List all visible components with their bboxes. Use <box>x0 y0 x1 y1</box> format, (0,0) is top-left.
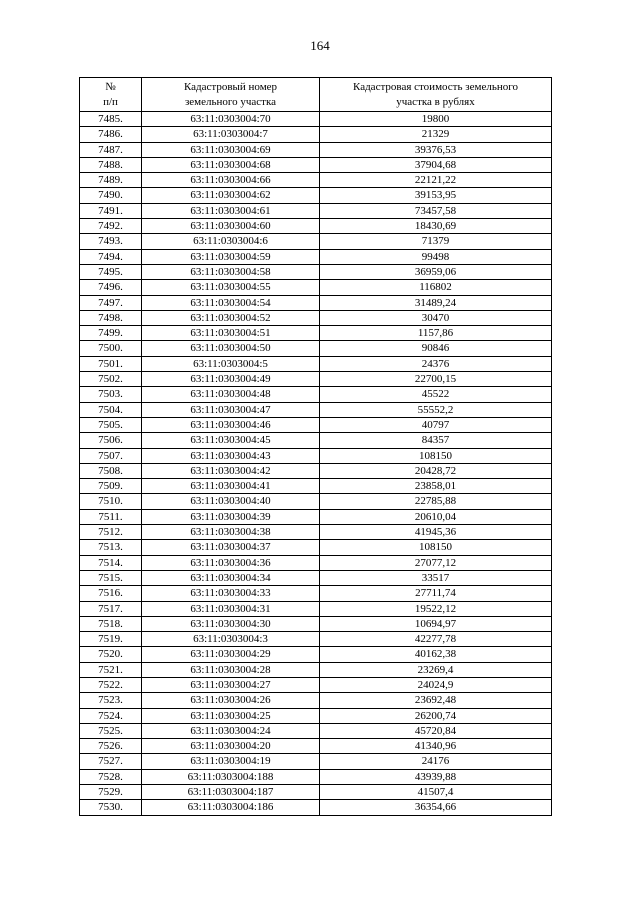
header-cadastral-value <box>320 78 552 112</box>
table-row <box>80 112 552 127</box>
cadastral-number-cell: 63:11:0303004:43 <box>142 448 320 463</box>
cadastral-value-cell: 71379 <box>320 234 552 249</box>
table-row <box>80 249 552 264</box>
cadastral-value-cell: 55552,2 <box>320 402 552 417</box>
table-row <box>80 632 552 647</box>
table-row <box>80 586 552 601</box>
table-row <box>80 234 552 249</box>
cadastral-value-cell: 26200,74 <box>320 708 552 723</box>
cadastral-number-cell: 63:11:0303004:48 <box>142 387 320 402</box>
table-row <box>80 326 552 341</box>
row-index-cell: 7500. <box>80 341 142 356</box>
row-index-cell: 7491. <box>80 203 142 218</box>
row-index-cell: 7505. <box>80 417 142 432</box>
row-index-cell: 7503. <box>80 387 142 402</box>
row-index-cell: 7526. <box>80 739 142 754</box>
cadastral-number-cell: 63:11:0303004:28 <box>142 662 320 677</box>
cadastral-value-cell: 22121,22 <box>320 173 552 188</box>
cadastral-value-cell: 22785,88 <box>320 494 552 509</box>
table-row <box>80 295 552 310</box>
cadastral-value-cell: 18430,69 <box>320 219 552 234</box>
cadastral-number-cell: 63:11:0303004:42 <box>142 463 320 478</box>
cadastral-number-cell: 63:11:0303004:27 <box>142 677 320 692</box>
table-row <box>80 647 552 662</box>
cadastral-table <box>79 77 552 816</box>
cadastral-value-cell: 41945,36 <box>320 525 552 540</box>
header-cadastral-value-line2: участка в рублях <box>396 95 475 108</box>
header-cadastral-number <box>142 78 320 112</box>
cadastral-value-cell: 41507,4 <box>320 785 552 800</box>
table-row <box>80 800 552 815</box>
cadastral-number-cell: 63:11:0303004:37 <box>142 540 320 555</box>
cadastral-table-container <box>79 77 551 816</box>
cadastral-value-cell: 108150 <box>320 448 552 463</box>
table-row <box>80 677 552 692</box>
cadastral-value-cell: 24024,9 <box>320 677 552 692</box>
cadastral-number-cell: 63:11:0303004:186 <box>142 800 320 815</box>
header-row <box>80 78 552 112</box>
table-row <box>80 188 552 203</box>
cadastral-value-cell: 20428,72 <box>320 463 552 478</box>
cadastral-value-cell: 45522 <box>320 387 552 402</box>
cadastral-number-cell: 63:11:0303004:29 <box>142 647 320 662</box>
cadastral-number-cell: 63:11:0303004:6 <box>142 234 320 249</box>
cadastral-number-cell: 63:11:0303004:54 <box>142 295 320 310</box>
row-index-cell: 7516. <box>80 586 142 601</box>
header-index-line1: № <box>105 80 116 93</box>
row-index-cell: 7507. <box>80 448 142 463</box>
cadastral-number-cell: 63:11:0303004:70 <box>142 112 320 127</box>
cadastral-value-cell: 31489,24 <box>320 295 552 310</box>
cadastral-number-cell: 63:11:0303004:49 <box>142 372 320 387</box>
row-index-cell: 7512. <box>80 525 142 540</box>
row-index-cell: 7517. <box>80 601 142 616</box>
cadastral-number-cell: 63:11:0303004:47 <box>142 402 320 417</box>
row-index-cell: 7519. <box>80 632 142 647</box>
row-index-cell: 7509. <box>80 479 142 494</box>
row-index-cell: 7495. <box>80 264 142 279</box>
row-index-cell: 7527. <box>80 754 142 769</box>
cadastral-number-cell: 63:11:0303004:20 <box>142 739 320 754</box>
cadastral-number-cell: 63:11:0303004:7 <box>142 127 320 142</box>
cadastral-value-cell: 108150 <box>320 540 552 555</box>
cadastral-value-cell: 21329 <box>320 127 552 142</box>
table-row <box>80 280 552 295</box>
cadastral-value-cell: 36354,66 <box>320 800 552 815</box>
page-number: 164 <box>310 38 330 53</box>
cadastral-number-cell: 63:11:0303004:30 <box>142 616 320 631</box>
cadastral-value-cell: 73457,58 <box>320 203 552 218</box>
table-row <box>80 310 552 325</box>
table-row <box>80 555 552 570</box>
cadastral-number-cell: 63:11:0303004:25 <box>142 708 320 723</box>
cadastral-value-cell: 22700,15 <box>320 372 552 387</box>
table-row <box>80 387 552 402</box>
cadastral-number-cell: 63:11:0303004:60 <box>142 219 320 234</box>
cadastral-number-cell: 63:11:0303004:51 <box>142 326 320 341</box>
row-index-cell: 7522. <box>80 677 142 692</box>
cadastral-value-cell: 116802 <box>320 280 552 295</box>
table-row <box>80 264 552 279</box>
row-index-cell: 7504. <box>80 402 142 417</box>
cadastral-value-cell: 19522,12 <box>320 601 552 616</box>
row-index-cell: 7490. <box>80 188 142 203</box>
row-index-cell: 7486. <box>80 127 142 142</box>
row-index-cell: 7514. <box>80 555 142 570</box>
row-index-cell: 7513. <box>80 540 142 555</box>
cadastral-number-cell: 63:11:0303004:33 <box>142 586 320 601</box>
cadastral-value-cell: 90846 <box>320 341 552 356</box>
table-row <box>80 341 552 356</box>
cadastral-number-cell: 63:11:0303004:55 <box>142 280 320 295</box>
cadastral-value-cell: 27077,12 <box>320 555 552 570</box>
row-index-cell: 7492. <box>80 219 142 234</box>
table-row <box>80 479 552 494</box>
table-row <box>80 739 552 754</box>
table-row <box>80 142 552 157</box>
row-index-cell: 7489. <box>80 173 142 188</box>
table-row <box>80 693 552 708</box>
cadastral-value-cell: 23858,01 <box>320 479 552 494</box>
row-index-cell: 7525. <box>80 723 142 738</box>
header-cadastral-number-line2: земельного участка <box>184 95 277 108</box>
cadastral-value-cell: 24176 <box>320 754 552 769</box>
cadastral-number-cell: 63:11:0303004:59 <box>142 249 320 264</box>
cadastral-number-cell: 63:11:0303004:69 <box>142 142 320 157</box>
table-row <box>80 157 552 172</box>
cadastral-value-cell: 99498 <box>320 249 552 264</box>
cadastral-number-cell: 63:11:0303004:36 <box>142 555 320 570</box>
cadastral-number-cell: 63:11:0303004:62 <box>142 188 320 203</box>
cadastral-number-cell: 63:11:0303004:19 <box>142 754 320 769</box>
table-row <box>80 754 552 769</box>
cadastral-value-cell: 42277,78 <box>320 632 552 647</box>
header-index <box>80 78 142 112</box>
cadastral-value-cell: 10694,97 <box>320 616 552 631</box>
row-index-cell: 7510. <box>80 494 142 509</box>
row-index-cell: 7498. <box>80 310 142 325</box>
table-row <box>80 127 552 142</box>
row-index-cell: 7528. <box>80 769 142 784</box>
row-index-cell: 7499. <box>80 326 142 341</box>
cadastral-number-cell: 63:11:0303004:31 <box>142 601 320 616</box>
cadastral-number-cell: 63:11:0303004:24 <box>142 723 320 738</box>
cadastral-number-cell: 63:11:0303004:3 <box>142 632 320 647</box>
cadastral-number-cell: 63:11:0303004:5 <box>142 356 320 371</box>
table-row <box>80 708 552 723</box>
cadastral-number-cell: 63:11:0303004:58 <box>142 264 320 279</box>
table-header <box>80 78 552 112</box>
cadastral-value-cell: 1157,86 <box>320 326 552 341</box>
cadastral-value-cell: 23269,4 <box>320 662 552 677</box>
row-index-cell: 7520. <box>80 647 142 662</box>
table-row <box>80 662 552 677</box>
row-index-cell: 7485. <box>80 112 142 127</box>
cadastral-value-cell: 37904,68 <box>320 157 552 172</box>
row-index-cell: 7508. <box>80 463 142 478</box>
table-row <box>80 525 552 540</box>
cadastral-value-cell: 43939,88 <box>320 769 552 784</box>
cadastral-value-cell: 20610,04 <box>320 509 552 524</box>
header-cadastral-number-line1: Кадастровый номер <box>183 80 278 93</box>
cadastral-value-cell: 23692,48 <box>320 693 552 708</box>
cadastral-number-cell: 63:11:0303004:52 <box>142 310 320 325</box>
row-index-cell: 7487. <box>80 142 142 157</box>
table-row <box>80 570 552 585</box>
cadastral-value-cell: 30470 <box>320 310 552 325</box>
cadastral-number-cell: 63:11:0303004:61 <box>142 203 320 218</box>
table-row <box>80 540 552 555</box>
table-row <box>80 372 552 387</box>
table-row <box>80 509 552 524</box>
row-index-cell: 7511. <box>80 509 142 524</box>
cadastral-number-cell: 63:11:0303004:40 <box>142 494 320 509</box>
cadastral-number-cell: 63:11:0303004:46 <box>142 417 320 432</box>
table-row <box>80 448 552 463</box>
table-row <box>80 219 552 234</box>
row-index-cell: 7521. <box>80 662 142 677</box>
cadastral-number-cell: 63:11:0303004:68 <box>142 157 320 172</box>
row-index-cell: 7501. <box>80 356 142 371</box>
table-row <box>80 494 552 509</box>
table-row <box>80 723 552 738</box>
table-body <box>80 112 552 816</box>
row-index-cell: 7523. <box>80 693 142 708</box>
row-index-cell: 7506. <box>80 433 142 448</box>
cadastral-value-cell: 19800 <box>320 112 552 127</box>
header-index-line2: п/п <box>103 95 118 108</box>
cadastral-value-cell: 39153,95 <box>320 188 552 203</box>
cadastral-value-cell: 45720,84 <box>320 723 552 738</box>
table-row <box>80 616 552 631</box>
header-cadastral-value-line1: Кадастровая стоимость земельного <box>353 80 518 93</box>
table-row <box>80 203 552 218</box>
cadastral-value-cell: 84357 <box>320 433 552 448</box>
cadastral-number-cell: 63:11:0303004:34 <box>142 570 320 585</box>
table-row <box>80 463 552 478</box>
cadastral-value-cell: 41340,96 <box>320 739 552 754</box>
cadastral-value-cell: 24376 <box>320 356 552 371</box>
cadastral-number-cell: 63:11:0303004:39 <box>142 509 320 524</box>
cadastral-number-cell: 63:11:0303004:26 <box>142 693 320 708</box>
row-index-cell: 7488. <box>80 157 142 172</box>
cadastral-value-cell: 39376,53 <box>320 142 552 157</box>
cadastral-number-cell: 63:11:0303004:50 <box>142 341 320 356</box>
row-index-cell: 7530. <box>80 800 142 815</box>
row-index-cell: 7497. <box>80 295 142 310</box>
table-row <box>80 173 552 188</box>
row-index-cell: 7524. <box>80 708 142 723</box>
cadastral-number-cell: 63:11:0303004:66 <box>142 173 320 188</box>
table-row <box>80 417 552 432</box>
table-row <box>80 402 552 417</box>
table-row <box>80 769 552 784</box>
cadastral-value-cell: 33517 <box>320 570 552 585</box>
cadastral-number-cell: 63:11:0303004:188 <box>142 769 320 784</box>
cadastral-number-cell: 63:11:0303004:187 <box>142 785 320 800</box>
cadastral-value-cell: 40797 <box>320 417 552 432</box>
cadastral-value-cell: 27711,74 <box>320 586 552 601</box>
cadastral-value-cell: 36959,06 <box>320 264 552 279</box>
cadastral-number-cell: 63:11:0303004:45 <box>142 433 320 448</box>
cadastral-number-cell: 63:11:0303004:41 <box>142 479 320 494</box>
cadastral-value-cell: 40162,38 <box>320 647 552 662</box>
table-row <box>80 785 552 800</box>
row-index-cell: 7518. <box>80 616 142 631</box>
table-row <box>80 601 552 616</box>
row-index-cell: 7496. <box>80 280 142 295</box>
table-row <box>80 356 552 371</box>
row-index-cell: 7494. <box>80 249 142 264</box>
row-index-cell: 7493. <box>80 234 142 249</box>
row-index-cell: 7502. <box>80 372 142 387</box>
row-index-cell: 7529. <box>80 785 142 800</box>
cadastral-number-cell: 63:11:0303004:38 <box>142 525 320 540</box>
table-row <box>80 433 552 448</box>
row-index-cell: 7515. <box>80 570 142 585</box>
